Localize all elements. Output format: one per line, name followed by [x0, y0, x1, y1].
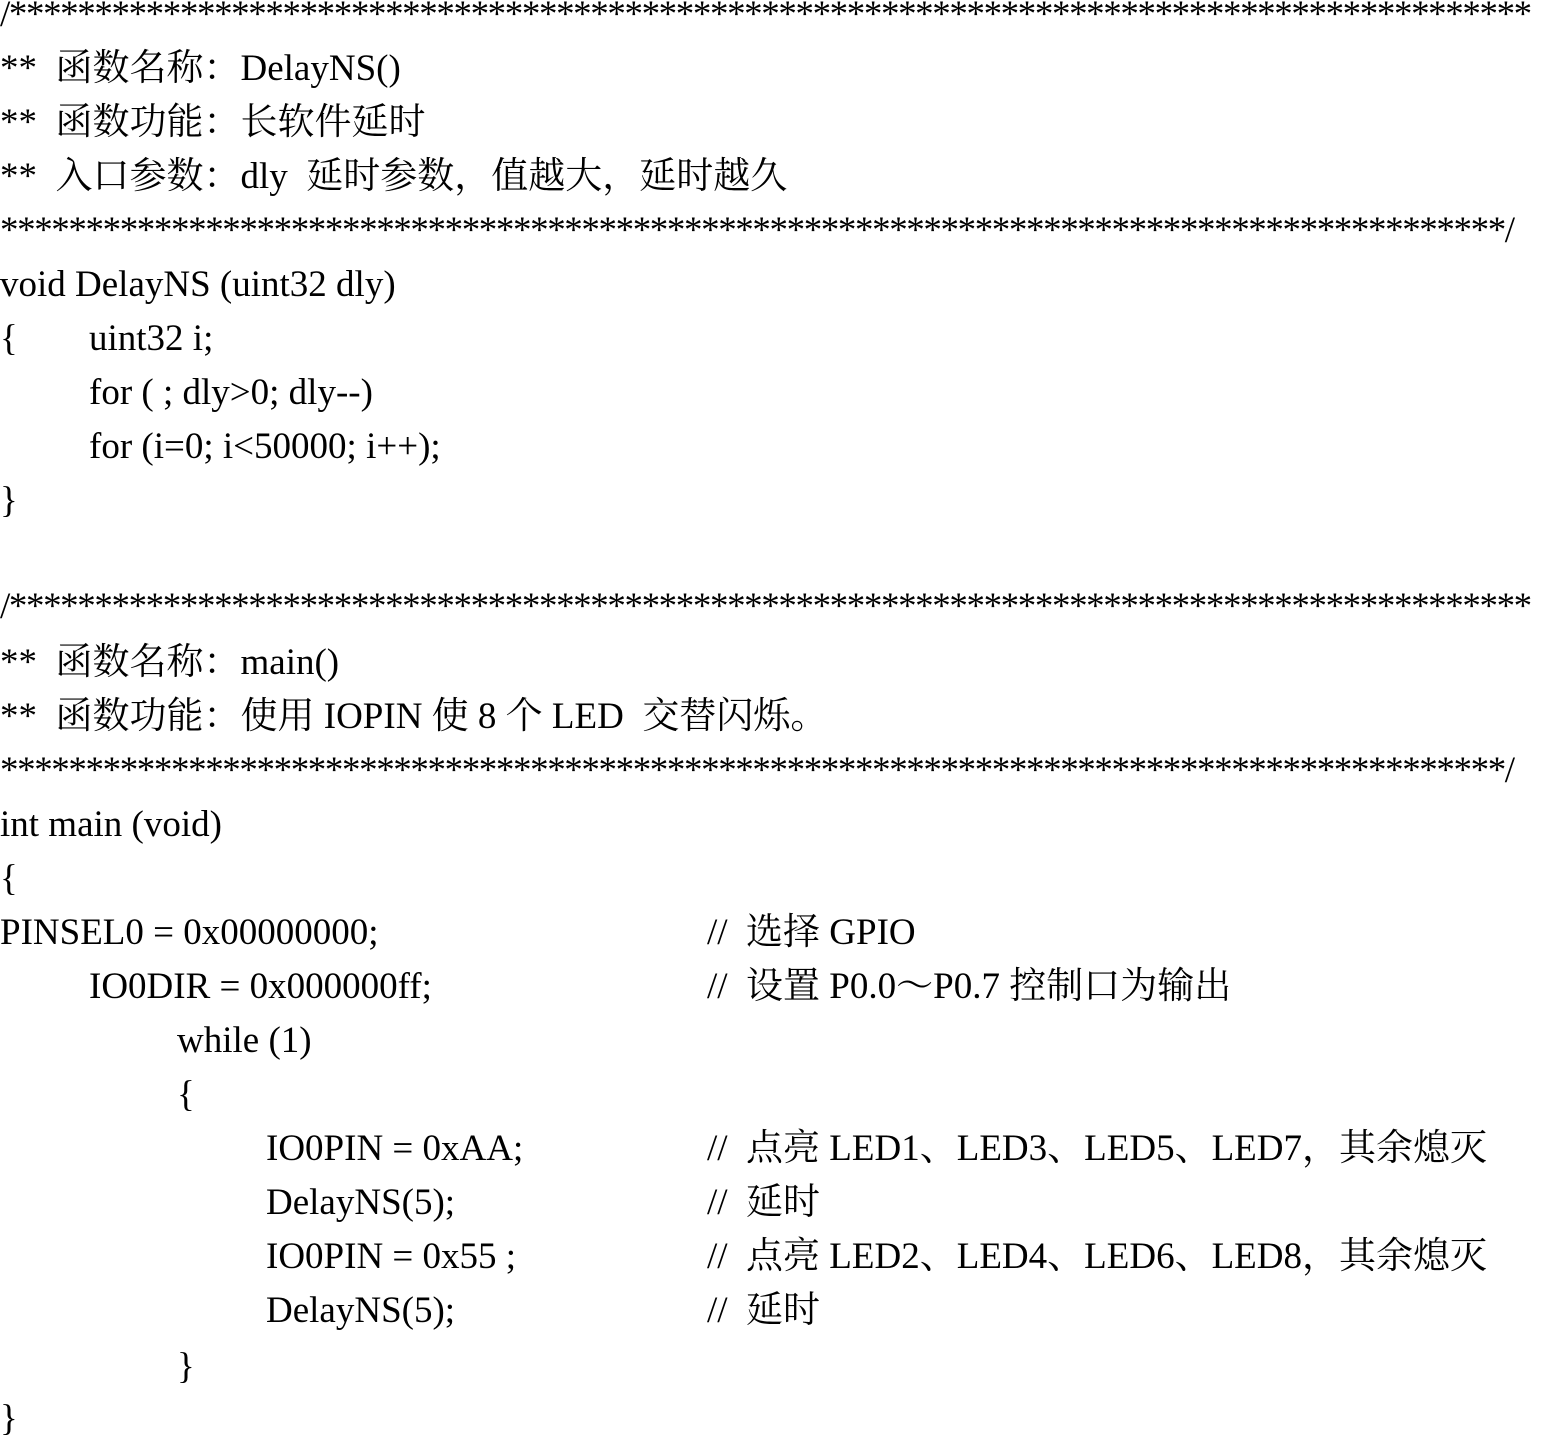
code-line [0, 960, 1560, 1014]
comment-border-bottom: ****************************************************************************************/ [0, 210, 1514, 251]
comment-border-bottom: ****************************************************************************************/ [0, 750, 1514, 791]
inline-comment: // 点亮 LED2、LED4、LED6、LED8，其余熄灭 [707, 1236, 1487, 1277]
close-brace: } [0, 1398, 18, 1439]
inline-comment: // 延时 [707, 1290, 821, 1331]
comment-function-purpose: ** 函数功能：长软件延时 [0, 102, 426, 143]
function-signature: int main (void) [0, 804, 222, 845]
code-line [0, 312, 1560, 366]
inline-comment: // 设置 P0.0～P0.7 控制口为输出 [707, 966, 1232, 1007]
open-brace: { [177, 1074, 195, 1115]
code-line [0, 420, 1560, 474]
code-line [0, 1230, 1560, 1284]
code-line [0, 1284, 1560, 1338]
iopin-statement: IO0PIN = 0x55 ; [266, 1236, 517, 1277]
code-line [0, 1176, 1560, 1230]
iopin-statement: IO0PIN = 0xAA; [266, 1128, 524, 1169]
code-line [0, 1068, 1560, 1122]
variable-declaration: uint32 i; [89, 318, 214, 359]
inline-comment: // 选择 GPIO [707, 912, 916, 953]
inline-comment: // 延时 [707, 1182, 821, 1223]
comment-border-top: /***************************************************************************************** [0, 586, 1531, 627]
comment-border-top: /***************************************************************************************** [0, 0, 1531, 35]
comment-function-name: ** 函数名称：main() [0, 642, 340, 683]
open-brace: { [0, 858, 18, 899]
code-line [0, 1014, 1560, 1068]
code-line [0, 1340, 1560, 1394]
while-statement: while (1) [177, 1020, 312, 1061]
comment-function-purpose: ** 函数功能：使用 IOPIN 使 8 个 LED 交替闪烁。 [0, 696, 828, 737]
comment-entry-params: ** 入口参数：dly 延时参数，值越大，延时越久 [0, 156, 788, 197]
close-brace: } [177, 1346, 195, 1387]
function-signature: void DelayNS (uint32 dly) [0, 264, 396, 305]
code-line [0, 906, 1560, 960]
for-loop-inner: for (i=0; i<50000; i++); [89, 426, 441, 467]
delay-call: DelayNS(5); [266, 1182, 456, 1223]
for-loop-outer: for ( ; dly>0; dly--) [89, 372, 373, 413]
pinsel-statement: PINSEL0 = 0x00000000; [0, 912, 379, 953]
close-brace: } [0, 480, 18, 521]
delay-call: DelayNS(5); [266, 1290, 456, 1331]
open-brace: { [0, 318, 18, 359]
inline-comment: // 点亮 LED1、LED3、LED5、LED7，其余熄灭 [707, 1128, 1487, 1169]
code-line [0, 1122, 1560, 1176]
comment-function-name: ** 函数名称：DelayNS() [0, 48, 401, 89]
iodir-statement: IO0DIR = 0x000000ff; [89, 966, 432, 1007]
code-line [0, 366, 1560, 420]
